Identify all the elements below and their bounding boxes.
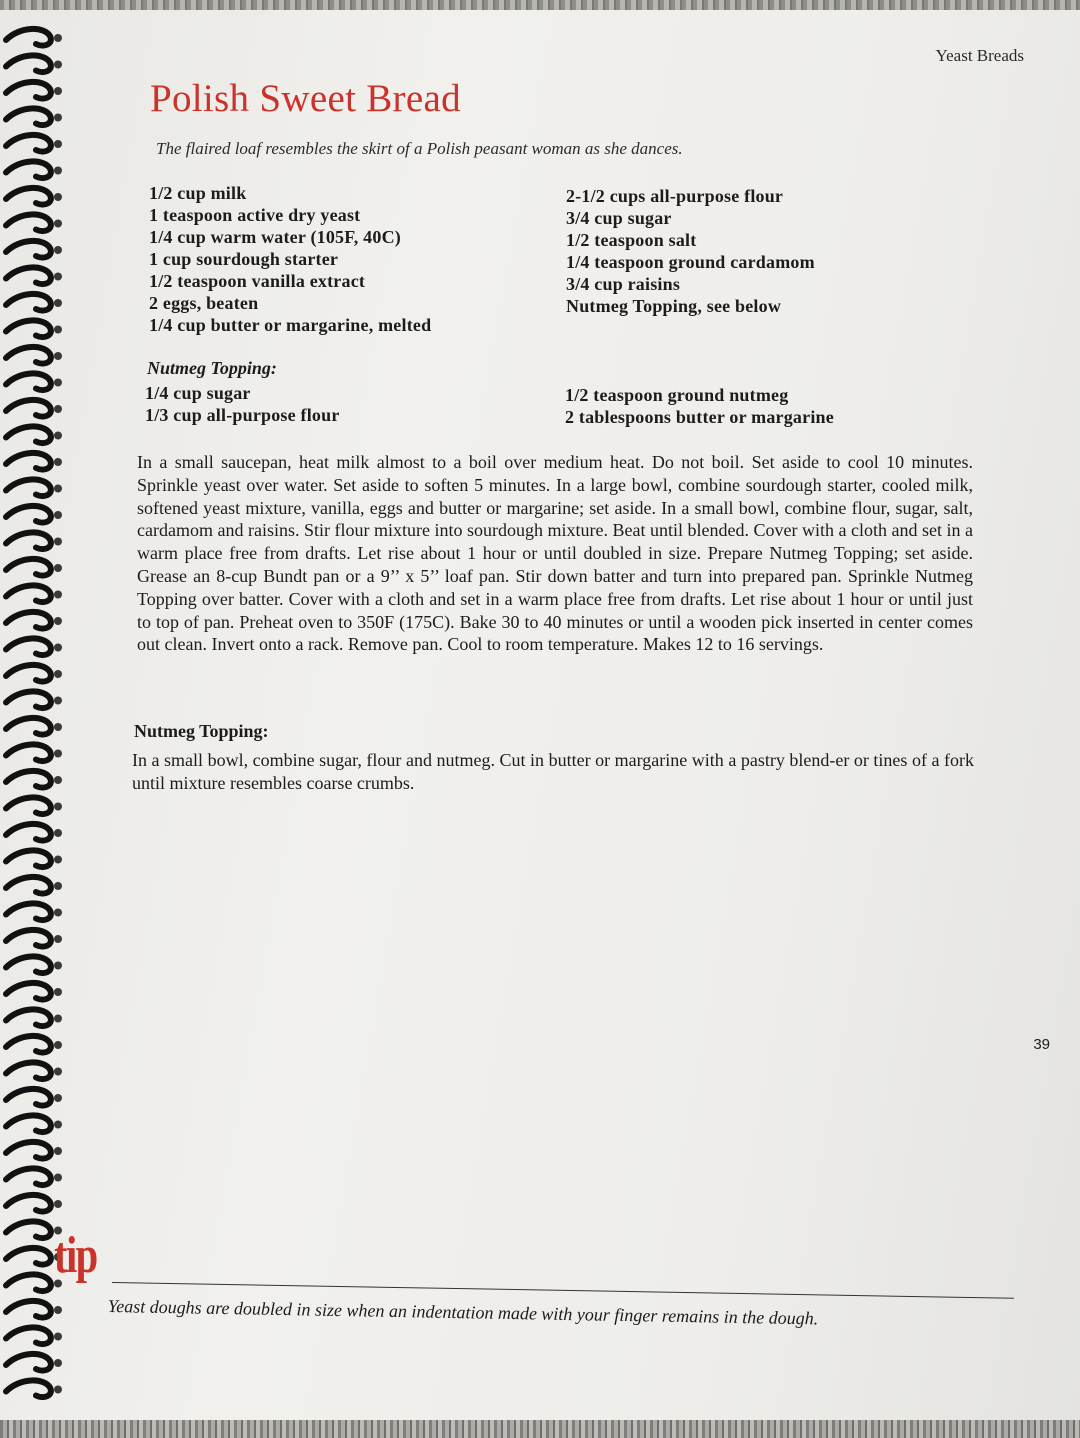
binding-hole bbox=[54, 1068, 62, 1076]
binding-hole bbox=[54, 962, 62, 970]
spiral-coil bbox=[6, 453, 51, 470]
binding-hole bbox=[54, 564, 62, 572]
binding-hole bbox=[54, 220, 62, 228]
topping-ingredients-heading: Nutmeg Topping: bbox=[147, 358, 277, 378]
binding-hole bbox=[54, 273, 62, 281]
binding-hole bbox=[54, 1306, 62, 1314]
ingredients-left-list bbox=[149, 182, 431, 336]
binding-hole bbox=[54, 299, 62, 307]
spiral-coil bbox=[6, 347, 51, 364]
spiral-coil bbox=[6, 612, 51, 629]
spiral-coil bbox=[6, 930, 51, 947]
spiral-coil bbox=[6, 506, 51, 523]
binding-hole bbox=[54, 326, 62, 334]
spiral-binding bbox=[0, 20, 80, 1400]
binding-hole bbox=[54, 1174, 62, 1182]
spiral-coil bbox=[6, 1248, 51, 1265]
spiral-coil bbox=[6, 108, 51, 125]
ingredient-item: 1 cup sourdough starter bbox=[149, 249, 339, 269]
binding-hole bbox=[54, 829, 62, 837]
binding-hole bbox=[54, 352, 62, 360]
spiral-coil bbox=[6, 400, 51, 417]
binding-hole bbox=[54, 405, 62, 413]
countertop-edge-bottom bbox=[0, 1420, 1080, 1438]
topping-right-list bbox=[565, 384, 834, 428]
ingredient-item: 3/4 cup sugar bbox=[566, 208, 672, 228]
binding-hole bbox=[54, 114, 62, 122]
spiral-coil bbox=[6, 214, 51, 231]
spiral-coil bbox=[6, 1274, 51, 1291]
spiral-coil bbox=[6, 850, 51, 867]
spiral-coil bbox=[6, 1009, 51, 1026]
ingredient-item: 1/4 cup warm water (105F, 40C) bbox=[149, 227, 401, 247]
topping-left-list bbox=[145, 382, 340, 426]
spiral-coil bbox=[6, 771, 51, 788]
binding-hole bbox=[54, 432, 62, 440]
binding-hole bbox=[54, 697, 62, 705]
spiral-coil bbox=[6, 241, 51, 258]
ingredient-item: 1/2 teaspoon vanilla extract bbox=[149, 271, 366, 291]
spiral-coil bbox=[6, 638, 51, 655]
binding-hole bbox=[54, 538, 62, 546]
spiral-coil bbox=[6, 29, 51, 46]
binding-hole bbox=[54, 458, 62, 466]
binding-hole bbox=[54, 988, 62, 996]
spiral-coil bbox=[6, 1354, 51, 1371]
spiral-coil bbox=[6, 373, 51, 390]
spiral-coil bbox=[6, 1221, 51, 1238]
ingredient-item: 1 teaspoon active dry yeast bbox=[149, 205, 361, 225]
spiral-coil bbox=[6, 1195, 51, 1212]
binding-hole bbox=[54, 750, 62, 758]
spiral-coil bbox=[6, 82, 51, 99]
spiral-coil bbox=[6, 294, 51, 311]
binding-hole bbox=[54, 776, 62, 784]
spiral-coil bbox=[6, 532, 51, 549]
spiral-coil bbox=[6, 585, 51, 602]
tip-text: Yeast doughs are doubled in size when an indentation made with your finger remains in the dough. bbox=[107, 1296, 819, 1329]
ingredient-item: 1/4 cup butter or margarine, melted bbox=[149, 315, 432, 335]
recipe-instructions: In a small saucepan, heat milk almost to a boil over medium heat. Do not boil. Set aside to cool 10 minutes. Sprinkle yeast over water. Set aside to soften 5 minutes. In a large bowl, combine sourdough starter, cooled milk, softened yeast mixture, vanilla, eggs and butter or margarine; set aside. In a small bowl, combine flour, sugar, salt, cardamom and raisins. Stir flour mixture into sourdough mixture. Beat until blended. Cover with a cloth and set in a warm place free from drafts. Let rise about 1 hour or until doubled in size. Prepare Nutmeg Topping; set aside. Grease an 8-cup Bundt pan or a 9’’ x 5’’ loaf pan. Stir down batter and turn into prepared pan. Sprinkle Nutmeg Topping over batter. Cover with a cloth and set in a warm place free from drafts. Let rise about 1 hour or until just to top of pan. Preheat oven to 350F (175C). Bake 30 to 40 minutes or until a wooden pick inserted in center comes out clean. Invert onto a rack. Remove pan. Cool to room temperature. Makes 12 to 16 servings. bbox=[137, 452, 973, 655]
binding-hole bbox=[54, 617, 62, 625]
topping-method-heading: Nutmeg Topping: bbox=[134, 721, 269, 741]
binding-hole bbox=[54, 644, 62, 652]
spiral-coil bbox=[6, 1380, 51, 1397]
ingredient-item: 1/4 teaspoon ground cardamom bbox=[566, 252, 815, 272]
ingredient-item: 1/2 cup milk bbox=[149, 183, 247, 203]
topping-item: 1/4 cup sugar bbox=[145, 383, 251, 403]
recipe-subtitle: The flaired loaf resembles the skirt of a Polish peasant woman as she dances. bbox=[156, 139, 683, 158]
binding-hole bbox=[54, 723, 62, 731]
ingredient-item: Nutmeg Topping, see below bbox=[566, 296, 782, 316]
topping-item: 2 tablespoons butter or margarine bbox=[565, 407, 834, 427]
binding-hole bbox=[54, 882, 62, 890]
spiral-coil bbox=[6, 267, 51, 284]
spiral-coil bbox=[6, 824, 51, 841]
binding-hole bbox=[54, 935, 62, 943]
binding-hole bbox=[54, 1121, 62, 1129]
spiral-coil bbox=[6, 691, 51, 708]
spiral-coil bbox=[6, 1327, 51, 1344]
binding-hole bbox=[54, 140, 62, 148]
spiral-coil bbox=[6, 1062, 51, 1079]
spiral-coil bbox=[6, 55, 51, 72]
topping-item: 1/3 cup all-purpose flour bbox=[145, 405, 340, 425]
spiral-coil bbox=[6, 1142, 51, 1159]
spiral-coil bbox=[6, 559, 51, 576]
binding-hole bbox=[54, 1147, 62, 1155]
binding-hole bbox=[54, 511, 62, 519]
binding-hole bbox=[54, 1094, 62, 1102]
ingredient-item: 2 eggs, beaten bbox=[149, 293, 259, 313]
binding-hole bbox=[54, 246, 62, 254]
binding-hole bbox=[54, 591, 62, 599]
topping-item: 1/2 teaspoon ground nutmeg bbox=[565, 385, 789, 405]
binding-hole bbox=[54, 61, 62, 69]
countertop-edge-top bbox=[0, 0, 1080, 10]
spiral-coil bbox=[6, 1301, 51, 1318]
spiral-coil bbox=[6, 188, 51, 205]
spiral-coil bbox=[6, 903, 51, 920]
binding-hole bbox=[54, 1359, 62, 1367]
tip-label: tip bbox=[54, 1227, 97, 1284]
spiral-coil bbox=[6, 877, 51, 894]
spiral-coil bbox=[6, 320, 51, 337]
binding-hole bbox=[54, 1015, 62, 1023]
ingredient-item: 3/4 cup raisins bbox=[566, 274, 681, 294]
spiral-coil bbox=[6, 426, 51, 443]
binding-hole bbox=[54, 856, 62, 864]
binding-hole bbox=[54, 670, 62, 678]
spiral-coil bbox=[6, 956, 51, 973]
spiral-coil bbox=[6, 797, 51, 814]
ingredients-right-list bbox=[566, 185, 815, 317]
spiral-coil bbox=[6, 135, 51, 152]
binding-hole bbox=[54, 87, 62, 95]
spiral-coil bbox=[6, 1115, 51, 1132]
ingredient-item: 2-1/2 cups all-purpose flour bbox=[566, 186, 784, 206]
tip-divider bbox=[112, 1282, 1014, 1299]
binding-hole bbox=[54, 167, 62, 175]
spiral-coil bbox=[6, 983, 51, 1000]
binding-hole bbox=[54, 485, 62, 493]
spiral-coil bbox=[6, 744, 51, 761]
binding-hole bbox=[54, 909, 62, 917]
page-number: 39 bbox=[1033, 1036, 1050, 1053]
binding-hole bbox=[54, 803, 62, 811]
spiral-coil bbox=[6, 718, 51, 735]
spiral-coil bbox=[6, 1168, 51, 1185]
spiral-coil bbox=[6, 161, 51, 178]
recipe-title: Polish Sweet Bread bbox=[150, 77, 461, 120]
spiral-coil bbox=[6, 1089, 51, 1106]
spiral-coil bbox=[6, 479, 51, 496]
binding-hole bbox=[54, 1386, 62, 1394]
spiral-coil bbox=[6, 1036, 51, 1053]
topping-method-text: In a small bowl, combine sugar, flour and nutmeg. Cut in butter or margarine with a pastry blend-er or tines of a fork until mixture resembles coarse crumbs. bbox=[132, 750, 974, 793]
binding-hole bbox=[54, 34, 62, 42]
binding-hole bbox=[54, 1333, 62, 1341]
binding-hole bbox=[54, 1200, 62, 1208]
ingredient-item: 1/2 teaspoon salt bbox=[566, 230, 697, 250]
section-title: Yeast Breads bbox=[935, 46, 1024, 65]
binding-hole bbox=[54, 379, 62, 387]
spiral-coil bbox=[6, 665, 51, 682]
binding-hole bbox=[54, 1041, 62, 1049]
binding-hole bbox=[54, 193, 62, 201]
